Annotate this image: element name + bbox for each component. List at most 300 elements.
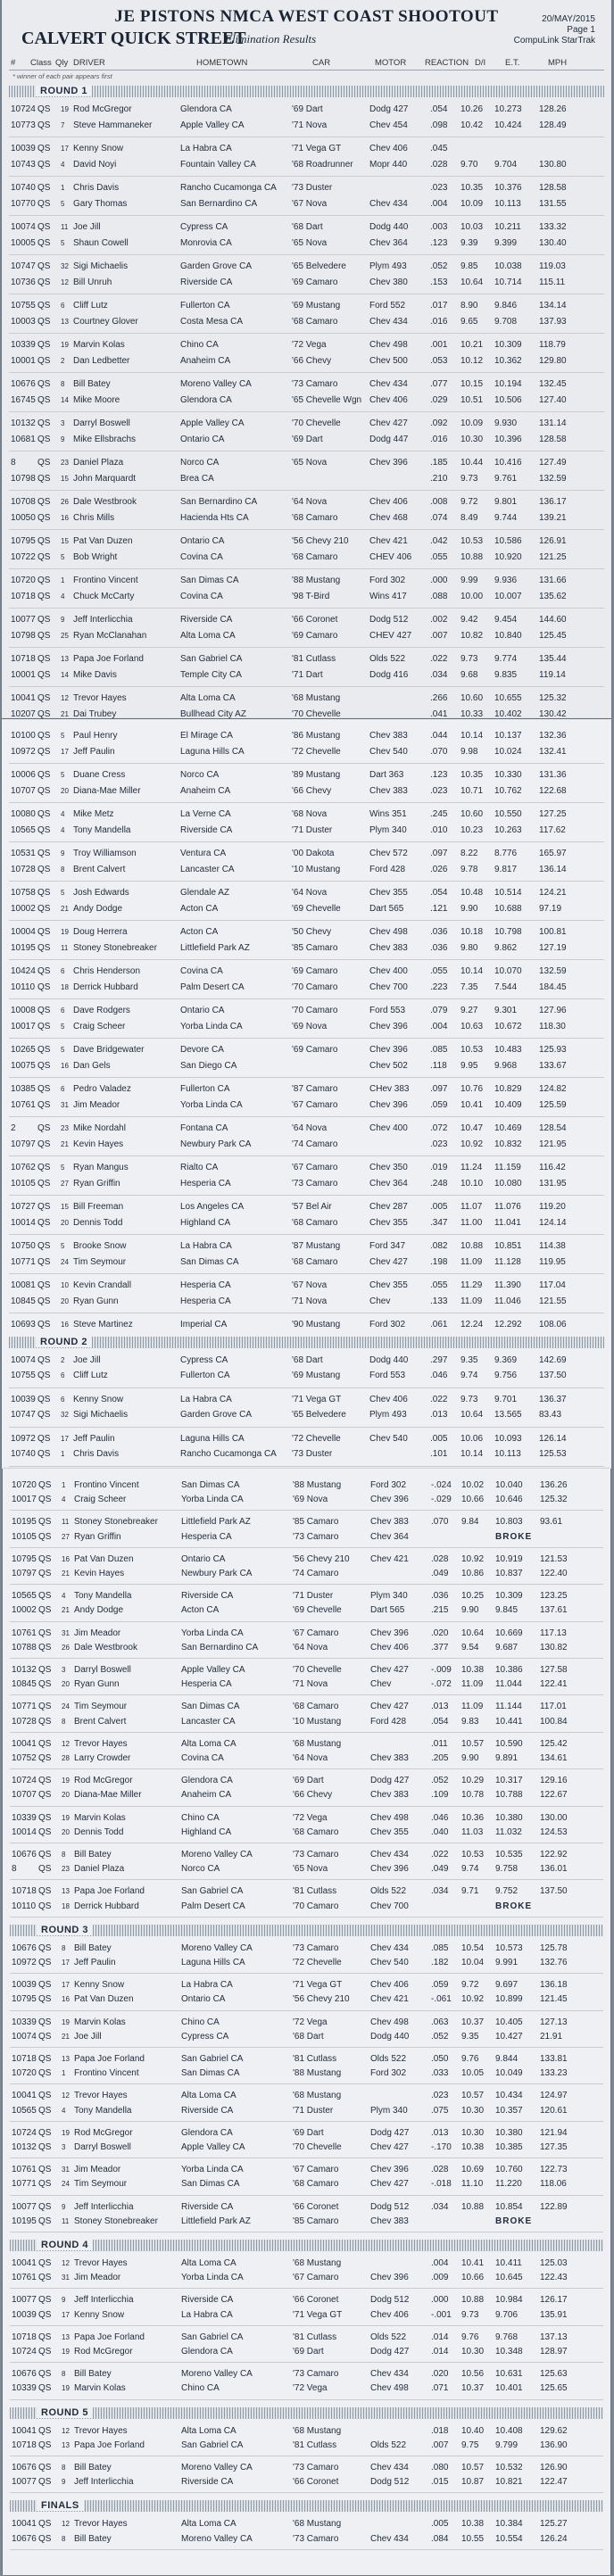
car-number: 10195 — [12, 1517, 37, 1528]
reaction-time: .009 — [431, 2273, 449, 2283]
dial-in: 10.86 — [461, 1569, 485, 1578]
driver-name: Frontino Vincent — [74, 1480, 139, 1490]
car-model: '10 Mustang — [293, 1716, 342, 1727]
table-row — [2, 862, 611, 877]
motor: Dodg 512 — [370, 2201, 410, 2212]
class-code: QS — [37, 1371, 51, 1380]
class-code: QS — [38, 2295, 52, 2306]
dial-in: 9.70 — [460, 159, 478, 170]
car-number: 10761 — [12, 2165, 37, 2175]
trap-speed: 131.36 — [539, 770, 567, 780]
car-number: 10718 — [12, 2439, 37, 2450]
trap-speed: 100.84 — [540, 1716, 568, 1727]
elapsed-time: 9.817 — [494, 864, 518, 874]
hometown: Chino CA — [181, 1812, 220, 1823]
car-model: '64 Nova — [293, 1642, 328, 1652]
driver-name: Paul Henry — [73, 731, 118, 741]
elapsed-time: BROKE — [495, 2216, 533, 2226]
hometown: Chino CA — [181, 2383, 220, 2394]
reaction-time: .007 — [430, 630, 448, 641]
driver-name: Chris Davis — [73, 1449, 120, 1459]
pair-divider — [10, 1917, 603, 1918]
driver-name: Dave Rodgers — [73, 1006, 130, 1015]
car-number: 10718 — [11, 654, 36, 664]
reaction-time: .036 — [430, 942, 448, 953]
motor: Chev 406 — [370, 1642, 409, 1652]
trap-speed: 129.16 — [540, 1776, 568, 1786]
elapsed-time: 10.405 — [495, 2017, 523, 2027]
hometown: Glendora CA — [180, 394, 232, 405]
dial-in: 10.71 — [460, 785, 484, 796]
car-model: '66 Chevy — [292, 355, 332, 366]
car-number: 10385 — [11, 1084, 36, 1094]
table-row — [2, 612, 611, 627]
motor: Chev 350 — [369, 1163, 408, 1172]
class-code: QS — [37, 746, 51, 757]
car-number: 10001 — [11, 669, 36, 680]
driver-name: Diana-Mae Miller — [73, 785, 141, 796]
table-row — [3, 2307, 610, 2323]
motor: Chev 540 — [369, 746, 408, 757]
qualify-position: 12 — [61, 277, 69, 286]
qualify-position: 15 — [61, 474, 69, 483]
qualify-position: 1 — [61, 1450, 65, 1458]
driver-name: Marvin Kolas — [74, 1812, 126, 1823]
trap-speed: 100.81 — [539, 927, 567, 937]
dial-in: 8.90 — [460, 301, 478, 311]
table-row — [2, 728, 611, 743]
table-row — [3, 1773, 610, 1788]
hometown: Glendora CA — [181, 1776, 233, 1786]
car-model: '73 Camaro — [293, 1942, 339, 1953]
reaction-time: .109 — [431, 1790, 449, 1801]
driver-name: Rod McGregor — [74, 2127, 133, 2138]
car-model: '68 Mustang — [293, 2091, 342, 2101]
reaction-time: .016 — [430, 316, 448, 327]
pair-divider — [9, 1466, 604, 1467]
class-code: QS — [38, 1702, 52, 1712]
reaction-time: .020 — [431, 2369, 449, 2380]
motor: Olds 522 — [370, 2439, 407, 2450]
table-row — [2, 393, 611, 408]
elapsed-time: 10.380 — [495, 1812, 523, 1823]
car-model: '71 Vega GT — [293, 2309, 343, 2320]
qualify-position: 2 — [61, 1355, 65, 1364]
elapsed-time: 10.384 — [495, 2519, 523, 2530]
hometown: San Bernardino CA — [181, 1642, 259, 1652]
pair-divider — [10, 2121, 603, 2122]
reaction-time: .054 — [430, 104, 448, 114]
elapsed-time: 9.301 — [494, 1006, 518, 1015]
elapsed-time: 10.669 — [495, 1628, 523, 1638]
driver-name: Marvin Kolas — [74, 2017, 126, 2027]
driver-name: Stoney Stonebreaker — [74, 1517, 158, 1528]
driver-name: Marvin Kolas — [73, 340, 125, 350]
motor: Olds 522 — [369, 654, 406, 664]
qualify-position: 3 — [62, 2143, 66, 2151]
car-number: 10720 — [11, 576, 36, 585]
driver-name: John Marquardt — [73, 473, 137, 484]
driver-name: Jim Meador — [74, 1628, 121, 1638]
report-meta — [514, 14, 595, 46]
trap-speed: 136.17 — [539, 497, 567, 507]
qualify-position: 11 — [62, 1518, 70, 1527]
driver-name: Stoney Stonebreaker — [73, 942, 157, 953]
car-number: 10727 — [11, 1202, 36, 1212]
table-row — [2, 1003, 611, 1018]
qualify-position: 17 — [61, 145, 69, 153]
qualify-position: 12 — [62, 2520, 70, 2529]
motor: Chev 396 — [370, 2165, 409, 2175]
car-model: '81 Cutlass — [292, 654, 336, 664]
car-number: 10795 — [12, 1994, 37, 2005]
class-code: QS — [37, 809, 51, 819]
qualify-position: 21 — [61, 1139, 69, 1148]
table-row — [2, 337, 611, 352]
class-code: QS — [37, 355, 51, 366]
pair-divider — [10, 1658, 603, 1659]
motor: Chev 468 — [369, 512, 408, 523]
trap-speed: 121.94 — [540, 2127, 568, 2138]
trap-speed: 125.65 — [540, 2383, 568, 2394]
hometown: Yorba Linda CA — [181, 2273, 244, 2283]
trap-speed: 128.58 — [539, 434, 567, 444]
driver-name: Andy Dodge — [73, 903, 123, 914]
dial-in: 10.69 — [461, 2165, 485, 2175]
car-model: '73 Camaro — [293, 2533, 339, 2544]
hometown: Laguna Hills CA — [180, 1433, 245, 1444]
dial-in: 10.55 — [461, 2533, 485, 2544]
trap-speed: 132.59 — [539, 473, 567, 484]
dial-in: 9.90 — [461, 1605, 479, 1616]
driver-name: Bill Batey — [74, 1850, 112, 1860]
table-row — [2, 102, 611, 117]
car-number: 10039 — [11, 144, 36, 153]
class-code: QS — [37, 104, 51, 114]
reaction-time: .052 — [430, 261, 448, 271]
hometown: Yorba Linda CA — [180, 1021, 243, 1031]
qualify-position: 5 — [61, 1022, 65, 1031]
car-number: 10795 — [11, 536, 36, 546]
class-code: QS — [38, 1901, 52, 1911]
pair-divider — [9, 608, 604, 609]
car-number: 10195 — [12, 2216, 37, 2226]
table-row — [3, 1825, 610, 1840]
dial-in: 9.73 — [460, 654, 478, 664]
trap-speed: 116.42 — [539, 1163, 566, 1172]
driver-name: Jeff Paulin — [73, 746, 115, 757]
qualify-position: 32 — [61, 262, 69, 270]
car-number: 10077 — [12, 2295, 37, 2306]
car-model: '68 Camaro — [292, 316, 338, 327]
driver-name: Tony Mandella — [74, 2105, 132, 2116]
hometown: Cypress CA — [180, 222, 228, 232]
motor: Chev 498 — [369, 927, 408, 937]
reaction-time: .033 — [431, 2068, 449, 2079]
driver-name: David Noyi — [73, 159, 117, 170]
table-row — [3, 1941, 610, 1956]
dial-in: 9.78 — [460, 864, 478, 874]
car-number: 10771 — [12, 1702, 37, 1712]
class-code: QS — [38, 1495, 52, 1505]
table-row — [2, 1392, 611, 1407]
table-row — [3, 2256, 610, 2271]
class-code: QS — [37, 1099, 51, 1110]
elapsed-time: 10.554 — [495, 2533, 523, 2544]
class-code: QS — [37, 864, 51, 874]
elapsed-time: 10.416 — [494, 458, 522, 468]
hometown: San Gabriel CA — [181, 2439, 244, 2450]
driver-name: Derrick Hubbard — [73, 982, 138, 992]
table-row — [3, 2051, 610, 2067]
dial-in: 9.72 — [461, 1980, 479, 1991]
elapsed-time: 9.687 — [495, 1642, 519, 1652]
reaction-time: .022 — [431, 1850, 449, 1860]
table-row — [2, 219, 611, 235]
table-row — [3, 1552, 610, 1567]
hometown: Riverside CA — [180, 277, 233, 287]
qualify-position: 24 — [62, 2180, 70, 2189]
reaction-time: .003 — [430, 222, 448, 232]
qualify-position: 8 — [61, 865, 65, 874]
motor: Chev 421 — [370, 1994, 409, 2005]
reaction-time: .377 — [431, 1642, 449, 1652]
elapsed-time: 10.920 — [494, 551, 522, 562]
car-number: 10008 — [11, 1006, 36, 1015]
reaction-time: .002 — [430, 615, 448, 625]
dial-in: 10.66 — [461, 2273, 485, 2283]
report-page: Page 1 — [567, 25, 595, 35]
car-model: '69 Camaro — [292, 966, 338, 976]
reaction-time: -.072 — [431, 1679, 452, 1690]
elapsed-time: 9.706 — [495, 2309, 519, 2320]
driver-name: Ryan Griffin — [73, 1178, 120, 1189]
car-number: 10771 — [11, 1256, 36, 1267]
trap-speed: 126.91 — [539, 536, 567, 546]
driver-name: Mike Nordahl — [73, 1123, 126, 1133]
qualify-position: 20 — [62, 1791, 70, 1800]
trap-speed: 137.93 — [539, 316, 567, 327]
trap-speed: 127.40 — [539, 394, 567, 405]
elapsed-time: 10.211 — [494, 222, 521, 232]
qualify-position: 4 — [62, 1592, 66, 1601]
round-header — [10, 2500, 603, 2512]
motor: Chev 396 — [369, 1045, 408, 1055]
qualify-position: 5 — [61, 1164, 65, 1172]
pair-divider — [9, 841, 604, 842]
driver-name: Jeff Interlicchia — [74, 2295, 134, 2306]
motor: Chev 396 — [370, 1495, 409, 1505]
car-model: '74 Camaro — [292, 1139, 338, 1149]
car-number: 10041 — [11, 693, 36, 703]
driver-name: Jim Meador — [73, 1099, 120, 1110]
hometown: Chino CA — [180, 340, 219, 350]
car-number: 10565 — [12, 1591, 37, 1602]
driver-name: Mike Davis — [73, 669, 117, 680]
elapsed-time: 11.041 — [494, 1217, 521, 1228]
table-row — [3, 2162, 610, 2177]
table-row — [3, 2344, 610, 2359]
table-row — [3, 1751, 610, 1766]
qualify-position: 3 — [62, 1666, 66, 1674]
car-number: 10708 — [11, 497, 36, 507]
trap-speed: 131.95 — [539, 1178, 567, 1189]
qualify-position: 16 — [61, 513, 69, 522]
car-number: 10132 — [12, 2142, 37, 2152]
trap-speed: 135.44 — [539, 654, 567, 664]
class-code: QS — [37, 418, 51, 428]
dial-in: 10.35 — [460, 183, 484, 193]
qualify-position: 17 — [62, 1959, 70, 1967]
class-code: QS — [37, 1320, 51, 1329]
reaction-time: .023 — [430, 1139, 448, 1149]
class-code: QS — [37, 630, 51, 641]
pair-divider — [9, 372, 604, 373]
table-row — [2, 1407, 611, 1422]
class-code: QS — [37, 770, 51, 780]
driver-name: Kenny Snow — [73, 144, 124, 153]
col-car: CAR — [312, 58, 331, 68]
dial-in: 10.88 — [461, 2295, 485, 2306]
car-number: 10755 — [11, 301, 36, 311]
qualify-position: 19 — [62, 2128, 70, 2137]
car-number: 10132 — [12, 1665, 37, 1675]
dial-in: 10.37 — [461, 2383, 485, 2394]
dial-in: 10.30 — [460, 434, 484, 444]
trap-speed: 136.90 — [540, 2439, 568, 2450]
dial-in: 10.09 — [460, 198, 484, 209]
trap-speed: 131.14 — [539, 418, 567, 428]
reaction-time: .028 — [431, 2165, 449, 2175]
trap-speed: 119.14 — [539, 669, 566, 680]
pair-divider — [10, 2010, 603, 2011]
qualify-position: 11 — [61, 943, 69, 952]
car-model: '87 Camaro — [292, 1084, 338, 1094]
dial-in: 10.30 — [461, 2105, 485, 2116]
table-row — [2, 1294, 611, 1309]
elapsed-time: 10.586 — [494, 536, 522, 546]
qualify-position: 5 — [61, 552, 65, 561]
car-number: 10750 — [11, 1241, 36, 1251]
elapsed-time: 11.159 — [494, 1163, 521, 1172]
dial-in: 10.09 — [460, 418, 484, 428]
car-number: 10720 — [12, 1480, 37, 1490]
trap-speed: 130.40 — [539, 237, 567, 248]
table-row — [2, 377, 611, 392]
round-label: ROUND 4 — [37, 2240, 93, 2250]
motor: Chev 427 — [370, 2142, 409, 2152]
car-number: 10724 — [12, 1776, 37, 1786]
class-code: QS — [38, 1942, 52, 1953]
class-code: QS — [38, 1812, 52, 1823]
car-model: '72 Vega — [293, 2017, 328, 2027]
elapsed-time: 11.044 — [495, 1679, 522, 1690]
report-date: 20/MAY/2015 — [542, 14, 595, 24]
car-number: 10771 — [12, 2179, 37, 2190]
hometown: San Gabriel CA — [181, 2054, 244, 2064]
car-model: '72 Chevelle — [292, 1433, 341, 1444]
qualify-position: 19 — [62, 2384, 70, 2393]
class-code: QS — [37, 340, 51, 350]
car-model: '68 Mustang — [293, 2425, 342, 2436]
dial-in: 10.57 — [461, 1738, 485, 1749]
driver-name: Trevor Hayes — [74, 2519, 128, 2530]
class-code: QS — [37, 1217, 51, 1228]
trap-speed: 128.26 — [539, 104, 567, 114]
elapsed-time: 9.454 — [494, 615, 518, 625]
class-code: QS — [37, 966, 51, 976]
reaction-time: .077 — [430, 379, 448, 389]
reaction-time: .245 — [430, 809, 448, 819]
elapsed-time: 10.194 — [494, 379, 522, 389]
elapsed-time: 10.851 — [494, 1241, 522, 1251]
car-number: 10074 — [11, 1354, 36, 1365]
trap-speed: 132.41 — [539, 746, 567, 757]
car-model: '98 T-Bird — [292, 591, 330, 601]
elapsed-time: 10.984 — [495, 2295, 523, 2306]
dial-in: 11.09 — [460, 1296, 483, 1306]
trap-speed: 108.06 — [539, 1320, 567, 1329]
reaction-time: .019 — [430, 1163, 448, 1172]
reaction-time: .015 — [431, 2477, 449, 2488]
hometown: La Verne CA — [180, 809, 231, 819]
dial-in: 9.75 — [461, 2439, 479, 2450]
car-number: 10770 — [11, 198, 36, 209]
hometown: Temple City CA — [180, 669, 242, 680]
trap-speed: 119.20 — [539, 1202, 566, 1212]
pair-divider — [10, 2047, 603, 2048]
dial-in: 10.14 — [460, 1449, 484, 1459]
car-number: 10339 — [12, 2383, 37, 2394]
car-model: '71 Duster — [293, 2105, 334, 2116]
pair-divider — [10, 1547, 603, 1548]
table-row — [3, 1714, 610, 1729]
driver-name: Bill Freeman — [73, 1202, 124, 1212]
qualify-position: 9 — [62, 2296, 66, 2305]
elapsed-time: 10.821 — [495, 2477, 523, 2488]
trap-speed: 184.45 — [539, 982, 567, 992]
driver-name: Joe Jill — [74, 2031, 102, 2042]
elapsed-time: 10.049 — [495, 2068, 523, 2079]
car-model: '69 Mustang — [292, 301, 341, 311]
dial-in: 10.64 — [460, 1410, 484, 1420]
hometown: Ontario CA — [181, 1994, 226, 2005]
motor: Chev 427 — [369, 418, 408, 428]
col-num: # — [11, 58, 16, 68]
reaction-time: .046 — [431, 1812, 449, 1823]
reaction-time: -.001 — [431, 2309, 452, 2320]
car-model: '89 Mustang — [292, 770, 341, 780]
class-code: QS — [38, 1994, 52, 2005]
car-model: '81 Cutlass — [293, 2439, 337, 2450]
car-number: 10676 — [12, 1942, 37, 1953]
elapsed-time: 10.854 — [495, 2201, 523, 2212]
trap-speed: 114.38 — [539, 1241, 566, 1251]
car-model: '57 Bel Air — [292, 1202, 332, 1212]
dial-in: 9.90 — [461, 1753, 479, 1763]
table-row — [3, 1884, 610, 1899]
class-code: QS — [38, 1826, 52, 1837]
hometown: Riverside CA — [180, 615, 233, 625]
motor: Chev 434 — [369, 316, 408, 327]
round-header — [10, 2407, 603, 2419]
table-row — [3, 1588, 610, 1603]
table-row — [2, 940, 611, 956]
elapsed-time: 10.385 — [495, 2142, 523, 2152]
reaction-time: .054 — [431, 1716, 449, 1727]
trap-speed: 120.61 — [540, 2105, 568, 2116]
elapsed-time: 10.376 — [494, 183, 522, 193]
